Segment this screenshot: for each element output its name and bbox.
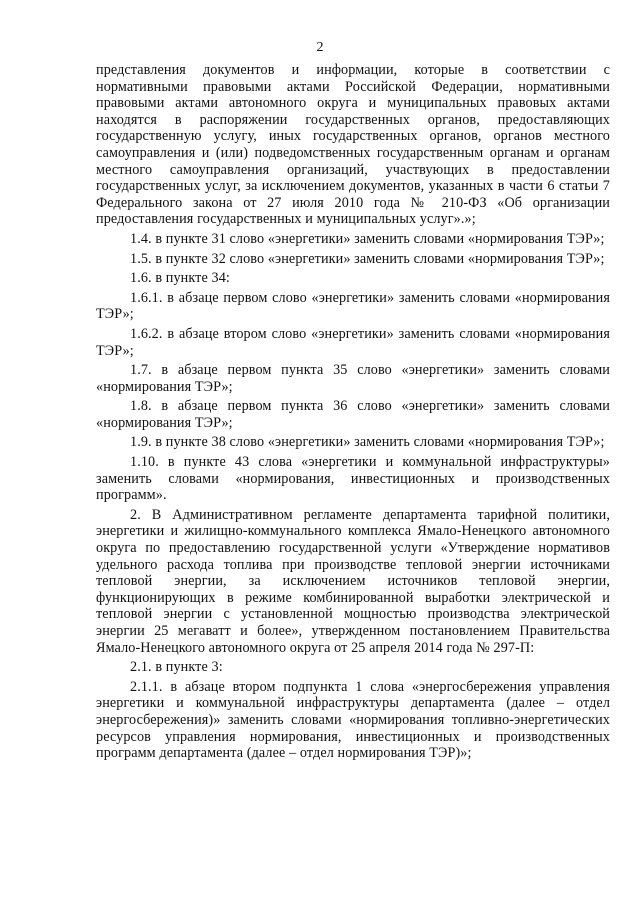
paragraph-1-6: 1.6. в пункте 34: (130, 270, 230, 287)
paragraph-2-1: 2.1. в пункте 3: (130, 659, 223, 676)
paragraph-1-10: 1.10. в пункте 43 слова «энергетики и коммунальной инфраструктуры» заменить словами «нормирования, инвестиционных и производственных программ». (96, 454, 610, 504)
page-number: 2 (316, 40, 324, 55)
document-body (96, 62, 610, 762)
paragraph-1-6-2: 1.6.2. в абзаце втором слово «энергетики» заменить словами «нормирования ТЭР»; (96, 325, 610, 359)
paragraph-continuation: представления документов и информации, которые в соответствии с нормативными правовыми актами Российской Федерации, нормативными правовыми актами автономного округа и муниципальных правовых актами находятся в распоряжении государственных органов, предоставляющих государственную услугу, иных государственных органов, органов местного самоуправления и (или) подведомственных государственным органам и органам местного самоуправления организаций, участвующих в предоставлении государственных услуг, за исключением документов, указанных в части 6 статьи 7 Федерального закона от 27 июля 2010 года № 210-ФЗ «Об организации предоставления государственных и муниципальных услуг».»; (96, 62, 610, 228)
paragraph-1-6-1: 1.6.1. в абзаце первом слово «энергетики» заменить словами «нормирования ТЭР»; (96, 289, 610, 323)
paragraph-1-7: 1.7. в абзаце первом пункта 35 слово «энергетики» заменить словами «нормирования ТЭР»; (96, 362, 610, 395)
paragraph-1-5: 1.5. в пункте 32 слово «энергетики» заменить словами «нормирования ТЭР»; (130, 250, 605, 267)
paragraph-1-8: 1.8. в абзаце первом пункта 36 слово «энергетики» заменить словами «нормирования ТЭР»; (96, 398, 610, 431)
paragraph-1-4: 1.4. в пункте 31 слово «энергетики» заменить словами «нормирования ТЭР»; (130, 230, 605, 247)
paragraph-1-9: 1.9. в пункте 38 слово «энергетики» заменить словами «нормирования ТЭР»; (130, 434, 605, 451)
paragraph-2: 2. В Административном регламенте департамента тарифной политики, энергетики и жилищно-коммунального комплекса Ямало-Ненецкого автономного округа по предоставлению государственной услуги «Утверждение нормативов удельного расхода топлива при производстве тепловой энергии источниками тепловой энергии, за исключением источников тепловой энергии, функционирующих в режиме комбинированной выработки электрической и тепловой энергии с установленной мощностью производства электрической энергии 25 мегаватт и более», утвержденном постановлением Правительства Ямало-Ненецкого автономного округа от 25 апреля 2014 года № 297-П: (96, 506, 610, 656)
paragraph-2-1-1: 2.1.1. в абзаце втором подпункта 1 слова «энергосбережения управления энергетики и коммунальной инфраструктуры департамента (далее – отдел энергосбережения)» заменить словами «нормирования топливно-энергетических ресурсов управления нормирования, инвестиционных и производственных программ департамента (далее – отдел нормирования ТЭР)»; (96, 678, 610, 762)
